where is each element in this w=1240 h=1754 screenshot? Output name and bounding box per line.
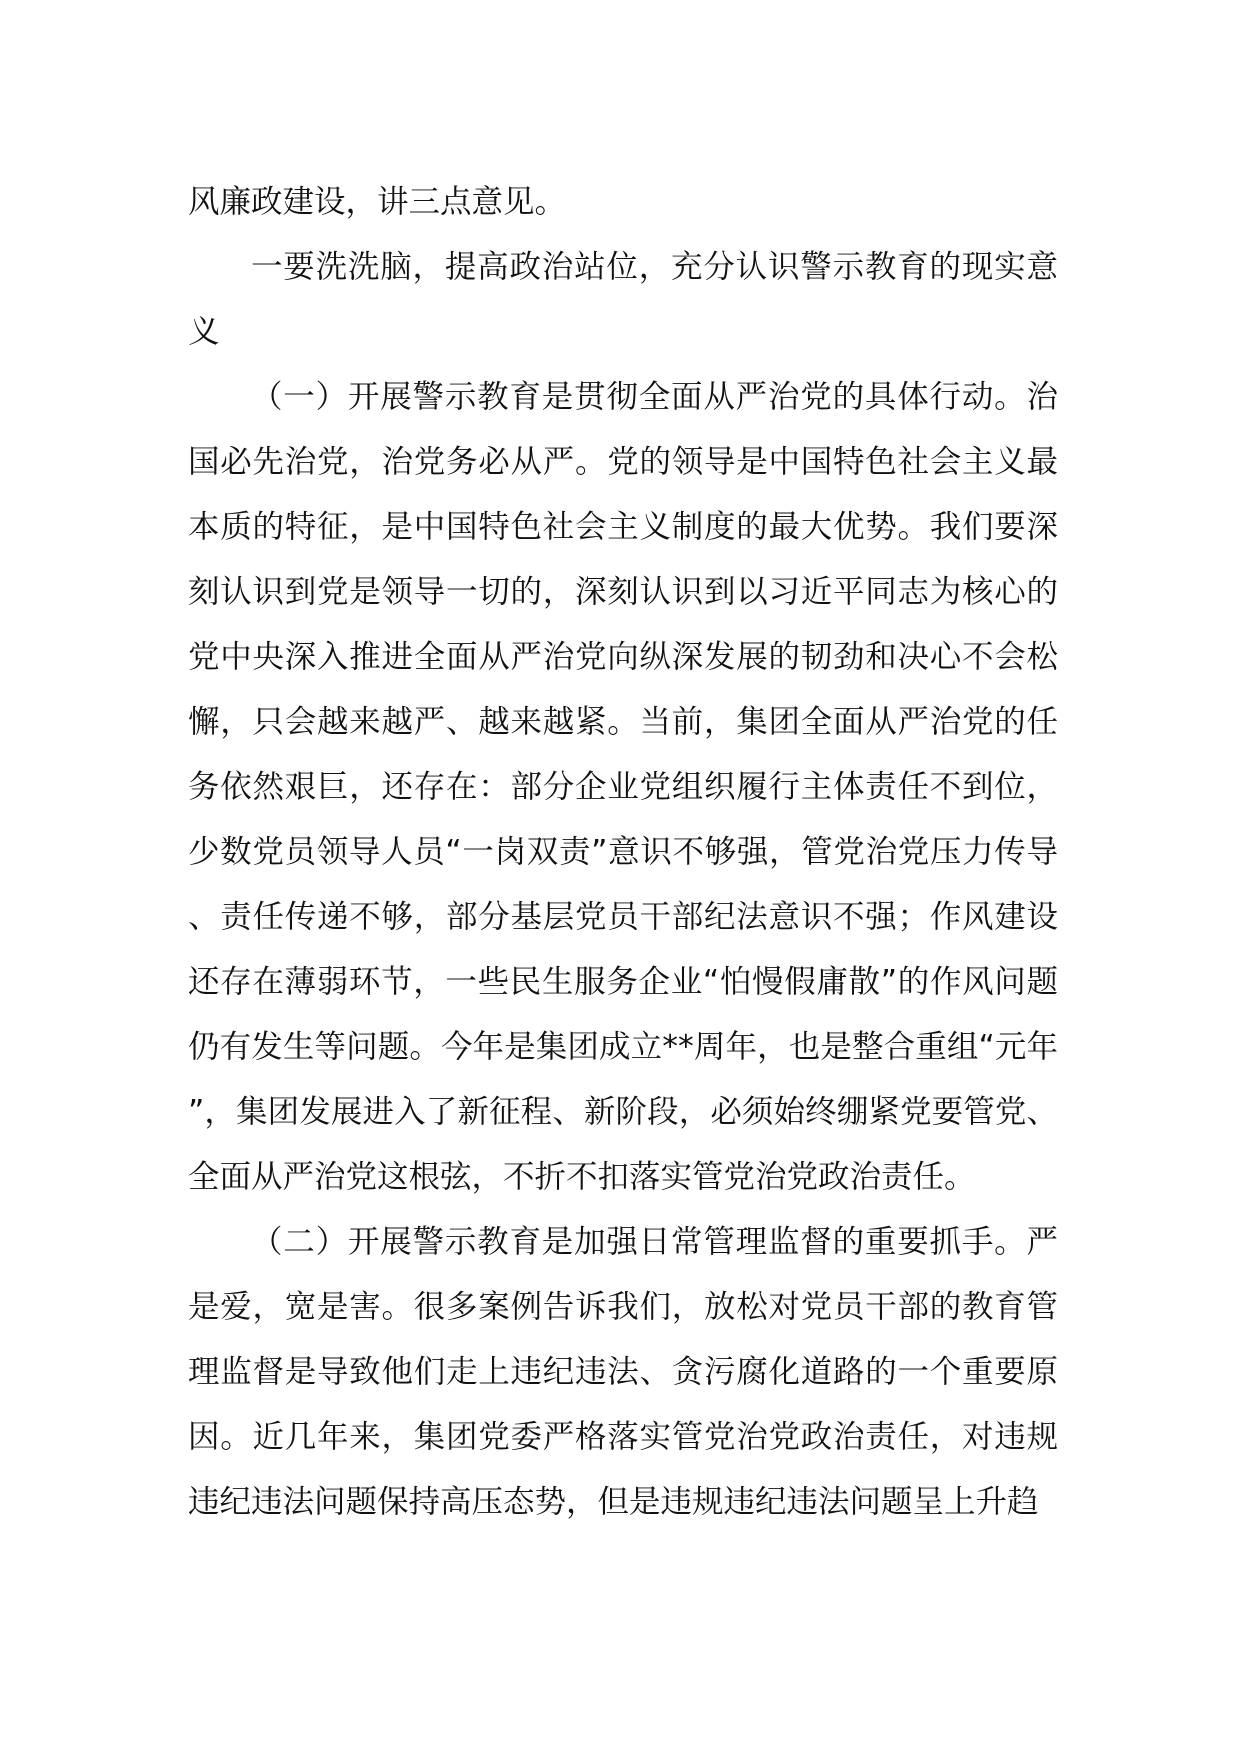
document-body [188,170,1058,1535]
section-heading: 一要洗洗脑，提高政治站位，充分认识警示教育的现实意义 [188,249,1058,350]
paragraph-opening: 风廉政建设，讲三点意见。 [188,184,567,220]
paragraph-point-two: （二）开展警示教育是加强日常管理监督的重要抓手。严是爱，宽是害。很多案例告诉我们，放松对党员干部的教育管理监督是导致他们走上违纪违法、贪污腐化道路的一个重要原因。近几年来，集团党委严格落实管党治党政治责任，对违规违纪违法问题保持高压态势，但是违规违纪违法问题呈上升趋 [188,1224,1058,1520]
paragraph-point-one: （一）开展警示教育是贯彻全面从严治党的具体行动。治国必先治党，治党务必从严。党的领导是中国特色社会主义最本质的特征，是中国特色社会主义制度的最大优势。我们要深刻认识到党是领导一切的，深刻认识到以习近平同志为核心的党中央深入推进全面从严治党向纵深发展的韧劲和决心不会松懈，只会越来越严、越来越紧。当前，集团全面从严治党的任务依然艰巨，还存在：部分企业党组织履行主体责任不到位，少数党员领导人员“一岗双责”意识不够强，管党治党压力传导、责任传递不够，部分基层党员干部纪法意识不强；作风建设还存在薄弱环节，一些民生服务企业“怕慢假庸散”的作风问题仍有发生等问题。今年是集团成立**周年，也是整合重组“元年”，集团发展进入了新征程、新阶段，必须始终绷紧党要管党、全面从严治党这根弦，不折不扣落实管党治党政治责任。 [188,379,1058,1195]
